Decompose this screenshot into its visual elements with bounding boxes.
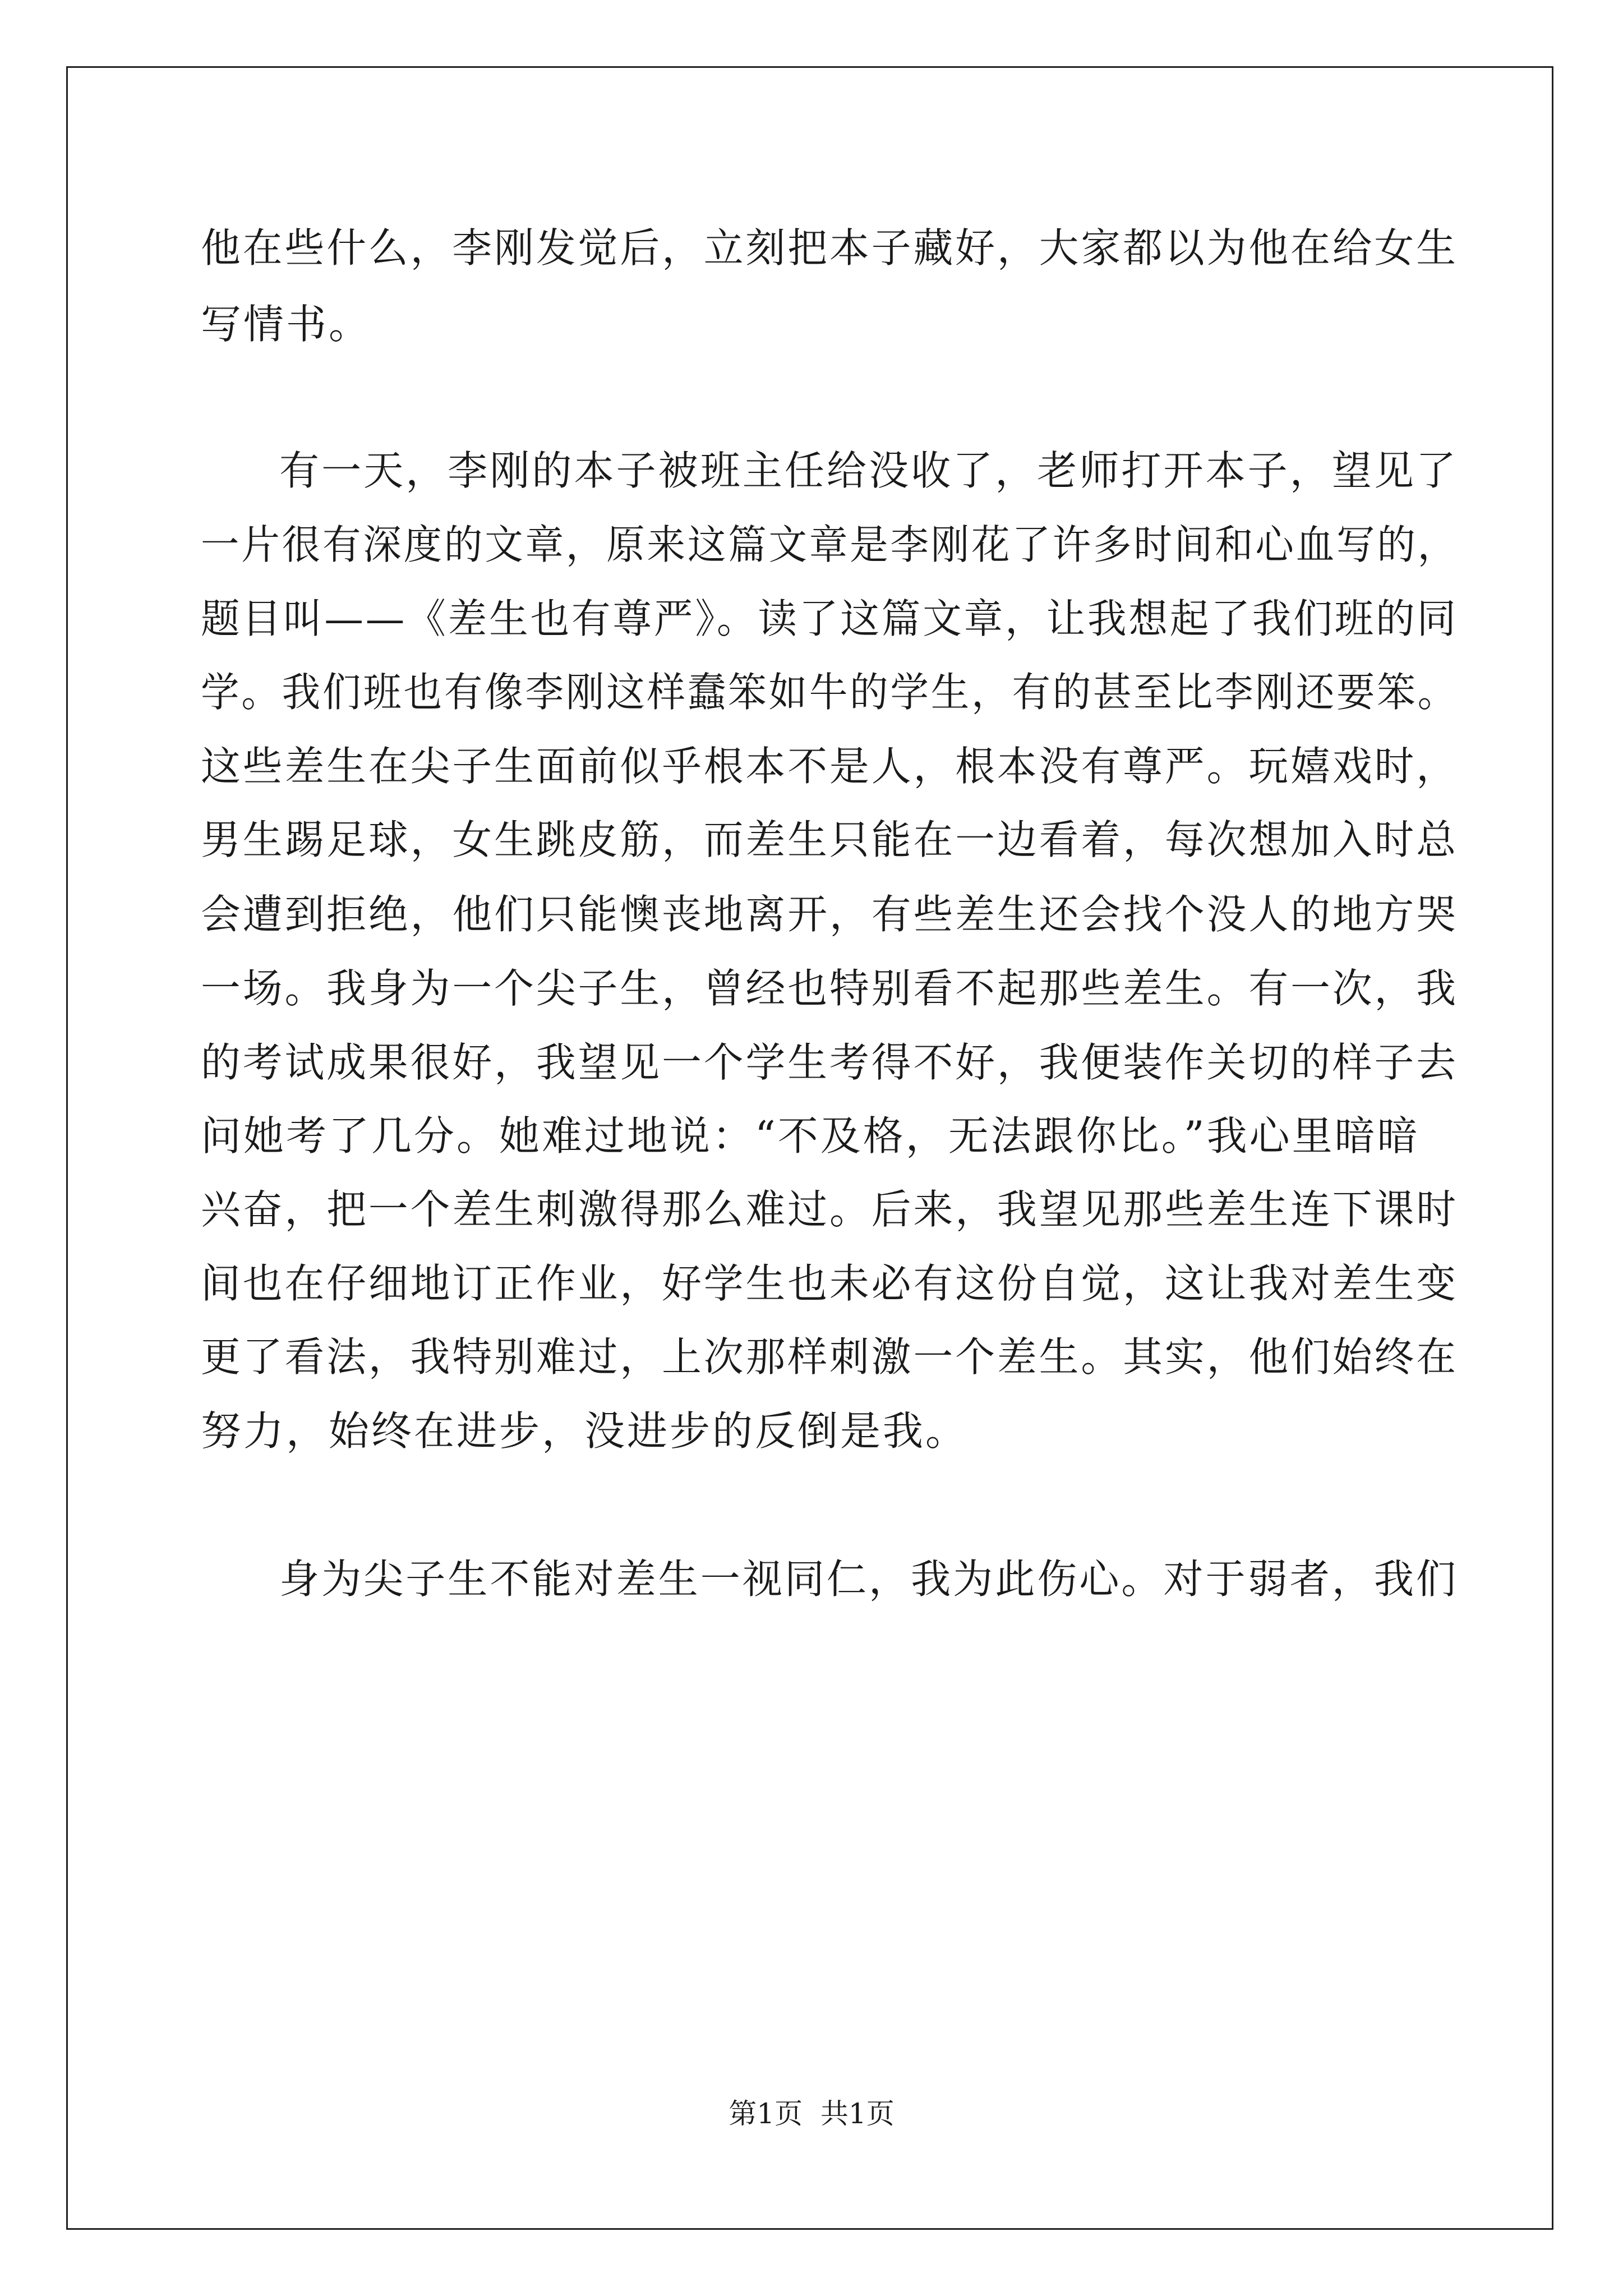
text-line-15: 更了看法，我特别难过，上次那样刺激一个差生。其实，他们始终在 xyxy=(201,1333,1459,1381)
text-line-6: 学。我们班也有像李刚这样蠢笨如牛的学生，有的甚至比李刚还要笨。 xyxy=(201,669,1459,716)
text-line-7: 这些差生在尖子生面前似乎根本不是人，根本没有尊严。玩嬉戏时， xyxy=(201,743,1459,790)
text-line-11: 的考试成果很好，我望见一个学生考得不好，我便装作关切的样子去 xyxy=(201,1039,1459,1086)
text-line-3: 有一天，李刚的本子被班主任给没收了，老师打开本子，望见了 xyxy=(279,447,1459,494)
text-line-1: 他在些什么，李刚发觉后，立刻把本子藏好，大家都以为他在给女生 xyxy=(201,224,1459,272)
text-line-2: 写情书。 xyxy=(201,301,372,348)
page-footer: 第1页 共1页 xyxy=(728,2097,895,2130)
text-line-9: 会遭到拒绝，他们只能懊丧地离开，有些差生还会找个没人的地方哭 xyxy=(201,891,1459,938)
text-line-13: 兴奋，把一个差生刺激得那么难过。后来，我望见那些差生连下课时 xyxy=(201,1186,1459,1233)
text-line-8: 男生踢足球，女生跳皮筋，而差生只能在一边看着，每次想加入时总 xyxy=(201,816,1459,863)
text-line-4: 一片很有深度的文章，原来这篇文章是李刚花了许多时间和心血写的， xyxy=(201,521,1459,568)
text-line-14: 间也在仔细地订正作业，好学生也未必有这份自觉，这让我对差生变 xyxy=(201,1260,1459,1307)
text-line-5: 题目叫——《差生也有尊严》。读了这篇文章，让我想起了我们班的同 xyxy=(201,595,1459,642)
text-line-17: 身为尖子生不能对差生一视同仁，我为此伤心。对于弱者，我们 xyxy=(279,1556,1459,1603)
text-line-10: 一场。我身为一个尖子生，曾经也特别看不起那些差生。有一次，我 xyxy=(201,965,1459,1012)
text-line-12: 问她考了几分。她难过地说：“不及格，无法跟你比。”我心里暗暗 xyxy=(201,1112,1420,1159)
text-line-16: 努力，始终在进步，没进步的反倒是我。 xyxy=(201,1407,969,1455)
